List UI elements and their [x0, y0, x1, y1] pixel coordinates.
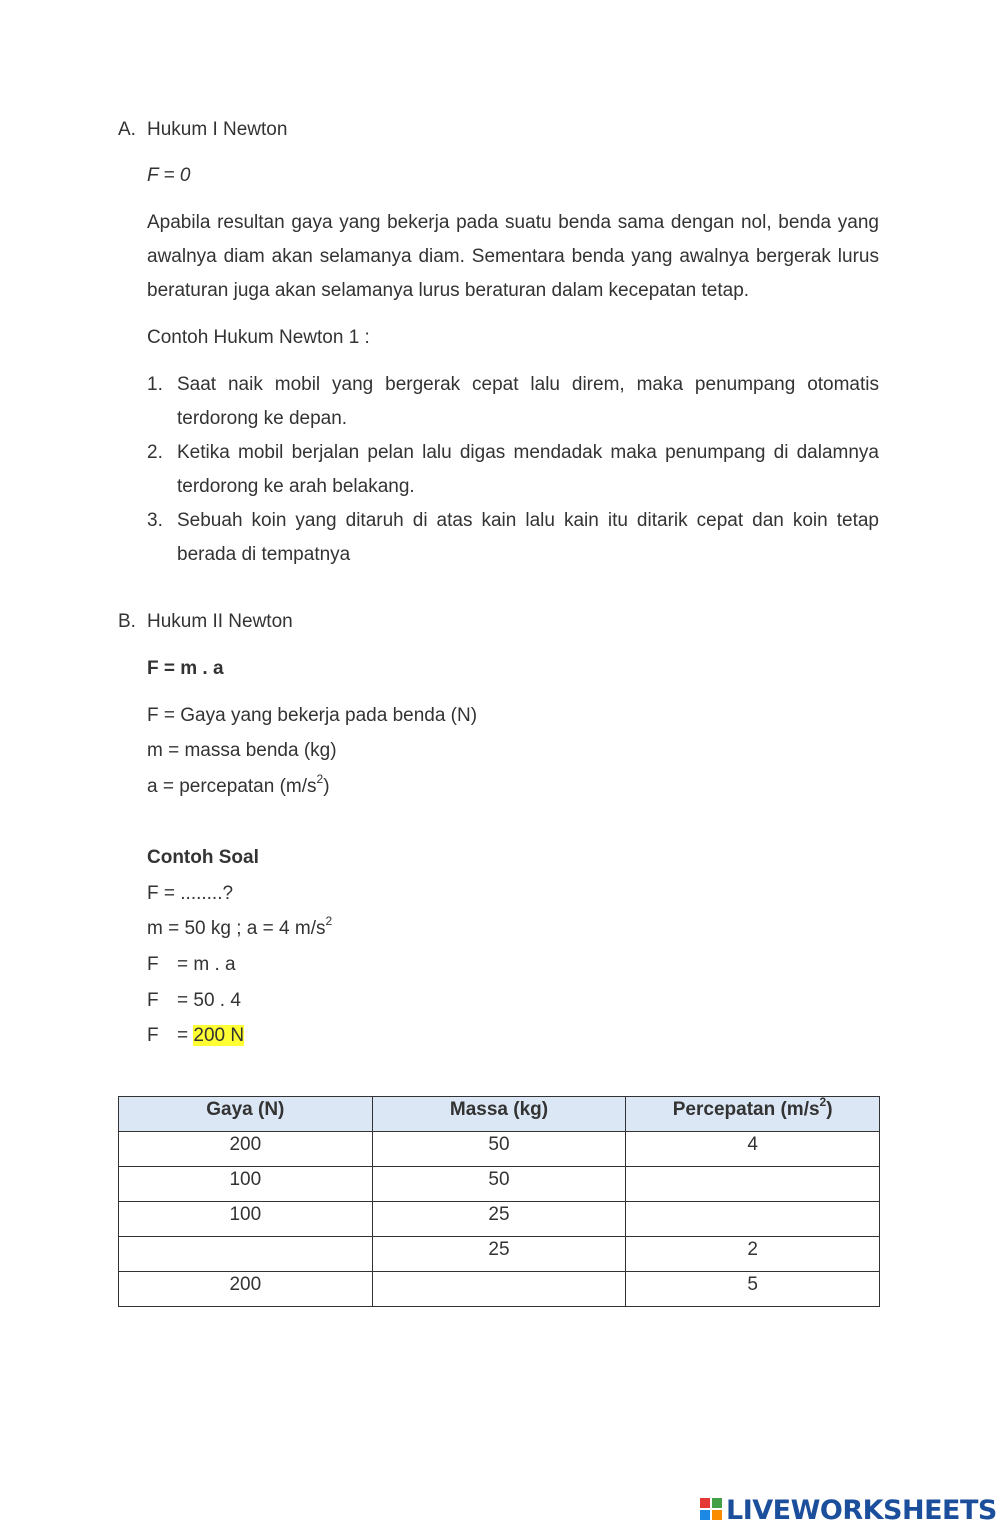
- section-a-examples-list: [147, 368, 879, 572]
- table-row: [119, 1167, 880, 1202]
- section-b-title: Hukum II Newton: [147, 611, 293, 632]
- result-value-highlight: 200 N: [193, 1025, 245, 1046]
- liveworksheets-logo-icon: [700, 1498, 724, 1522]
- header-acceleration-text: Percepatan (m/s: [672, 1099, 820, 1120]
- list-item-number: 2.: [147, 442, 163, 463]
- section-a-formula: F = 0: [147, 165, 191, 186]
- cell-force: 100: [119, 1202, 373, 1237]
- example-heading: Contoh Soal: [147, 847, 259, 868]
- cell-force: 200: [119, 1132, 373, 1167]
- cell-acceleration-blank[interactable]: [626, 1167, 880, 1202]
- table-row: [119, 1237, 880, 1272]
- list-item-text: Ketika mobil berjalan pelan lalu digas mendadak maka penumpang di dalamnya terdorong ke arah belakang.: [177, 442, 879, 497]
- list-item: [147, 504, 879, 572]
- definition-acceleration: [147, 771, 330, 799]
- table-row: [119, 1272, 880, 1307]
- step-lhs: F: [147, 954, 159, 975]
- header-acceleration: [626, 1094, 880, 1132]
- table-row: [119, 1132, 880, 1167]
- definition-mass: m = massa benda (kg): [147, 740, 337, 761]
- result-lhs: F: [147, 1025, 159, 1046]
- section-a-paragraph: Apabila resultan gaya yang bekerja pada suatu benda sama dengan nol, benda yang awalnya diam akan selamanya diam. Sementara benda yang awalnya bergerak lurus beraturan juga akan selamanya lurus beraturan dalam kecepatan tetap.: [147, 212, 879, 301]
- cell-mass: 50: [372, 1167, 626, 1202]
- table-header-row: [119, 1097, 880, 1132]
- definition-acceleration-suffix: ): [323, 776, 330, 797]
- definition-force: F = Gaya yang bekerja pada benda (N): [147, 705, 478, 726]
- list-item: [147, 368, 879, 436]
- cell-mass-blank[interactable]: [372, 1272, 626, 1307]
- definition-acceleration-text: a = percepatan (m/s: [147, 776, 317, 797]
- superscript: 2: [325, 913, 333, 928]
- section-b-formula: F = m . a: [147, 658, 224, 679]
- cell-force: 200: [119, 1272, 373, 1307]
- step-lhs: F: [147, 990, 159, 1011]
- cell-acceleration-blank[interactable]: [626, 1202, 880, 1237]
- watermark-text: LIVEWORKSHEETS: [726, 1494, 997, 1526]
- cell-mass: 50: [372, 1132, 626, 1167]
- cell-acceleration: 5: [626, 1272, 880, 1307]
- list-item: [147, 436, 879, 504]
- section-a-letter: A.: [118, 119, 136, 140]
- cell-acceleration: 2: [626, 1237, 880, 1272]
- solution-result: [147, 1024, 244, 1048]
- solution-step: [147, 989, 241, 1013]
- cell-acceleration: 4: [626, 1132, 880, 1167]
- example-given-text: m = 50 kg ; a = 4 m/s: [147, 918, 326, 939]
- header-force: Gaya (N): [119, 1097, 373, 1132]
- section-a-title: Hukum I Newton: [147, 119, 288, 140]
- section-b-letter: B.: [118, 611, 136, 632]
- example-given: [147, 913, 333, 941]
- cell-mass: 25: [372, 1237, 626, 1272]
- cell-force: 100: [119, 1167, 373, 1202]
- list-item-text: Sebuah koin yang ditaruh di atas kain lalu kain itu ditarik cepat dan koin tetap berada di tempatnya: [177, 510, 879, 565]
- list-item-number: 1.: [147, 374, 163, 395]
- list-item-number: 3.: [147, 510, 163, 531]
- example-question: F = ........?: [147, 883, 234, 904]
- superscript: 2: [316, 771, 324, 786]
- table-row: [119, 1202, 880, 1237]
- header-acceleration-suffix: ): [826, 1099, 833, 1120]
- step-rhs: = 50 . 4: [177, 990, 241, 1011]
- result-equals: =: [177, 1025, 194, 1046]
- header-mass: Massa (kg): [372, 1097, 626, 1132]
- solution-step: [147, 953, 236, 977]
- list-item-text: Saat naik mobil yang bergerak cepat lalu direm, maka penumpang otomatis terdorong ke depan.: [177, 374, 879, 429]
- cell-force-blank[interactable]: [119, 1237, 373, 1272]
- superscript: 2: [819, 1094, 827, 1109]
- cell-mass: 25: [372, 1202, 626, 1237]
- liveworksheets-watermark: [700, 1493, 997, 1527]
- step-rhs: = m . a: [177, 954, 236, 975]
- newton-table: [118, 1096, 880, 1307]
- section-a-examples-heading: Contoh Hukum Newton 1 :: [147, 327, 370, 348]
